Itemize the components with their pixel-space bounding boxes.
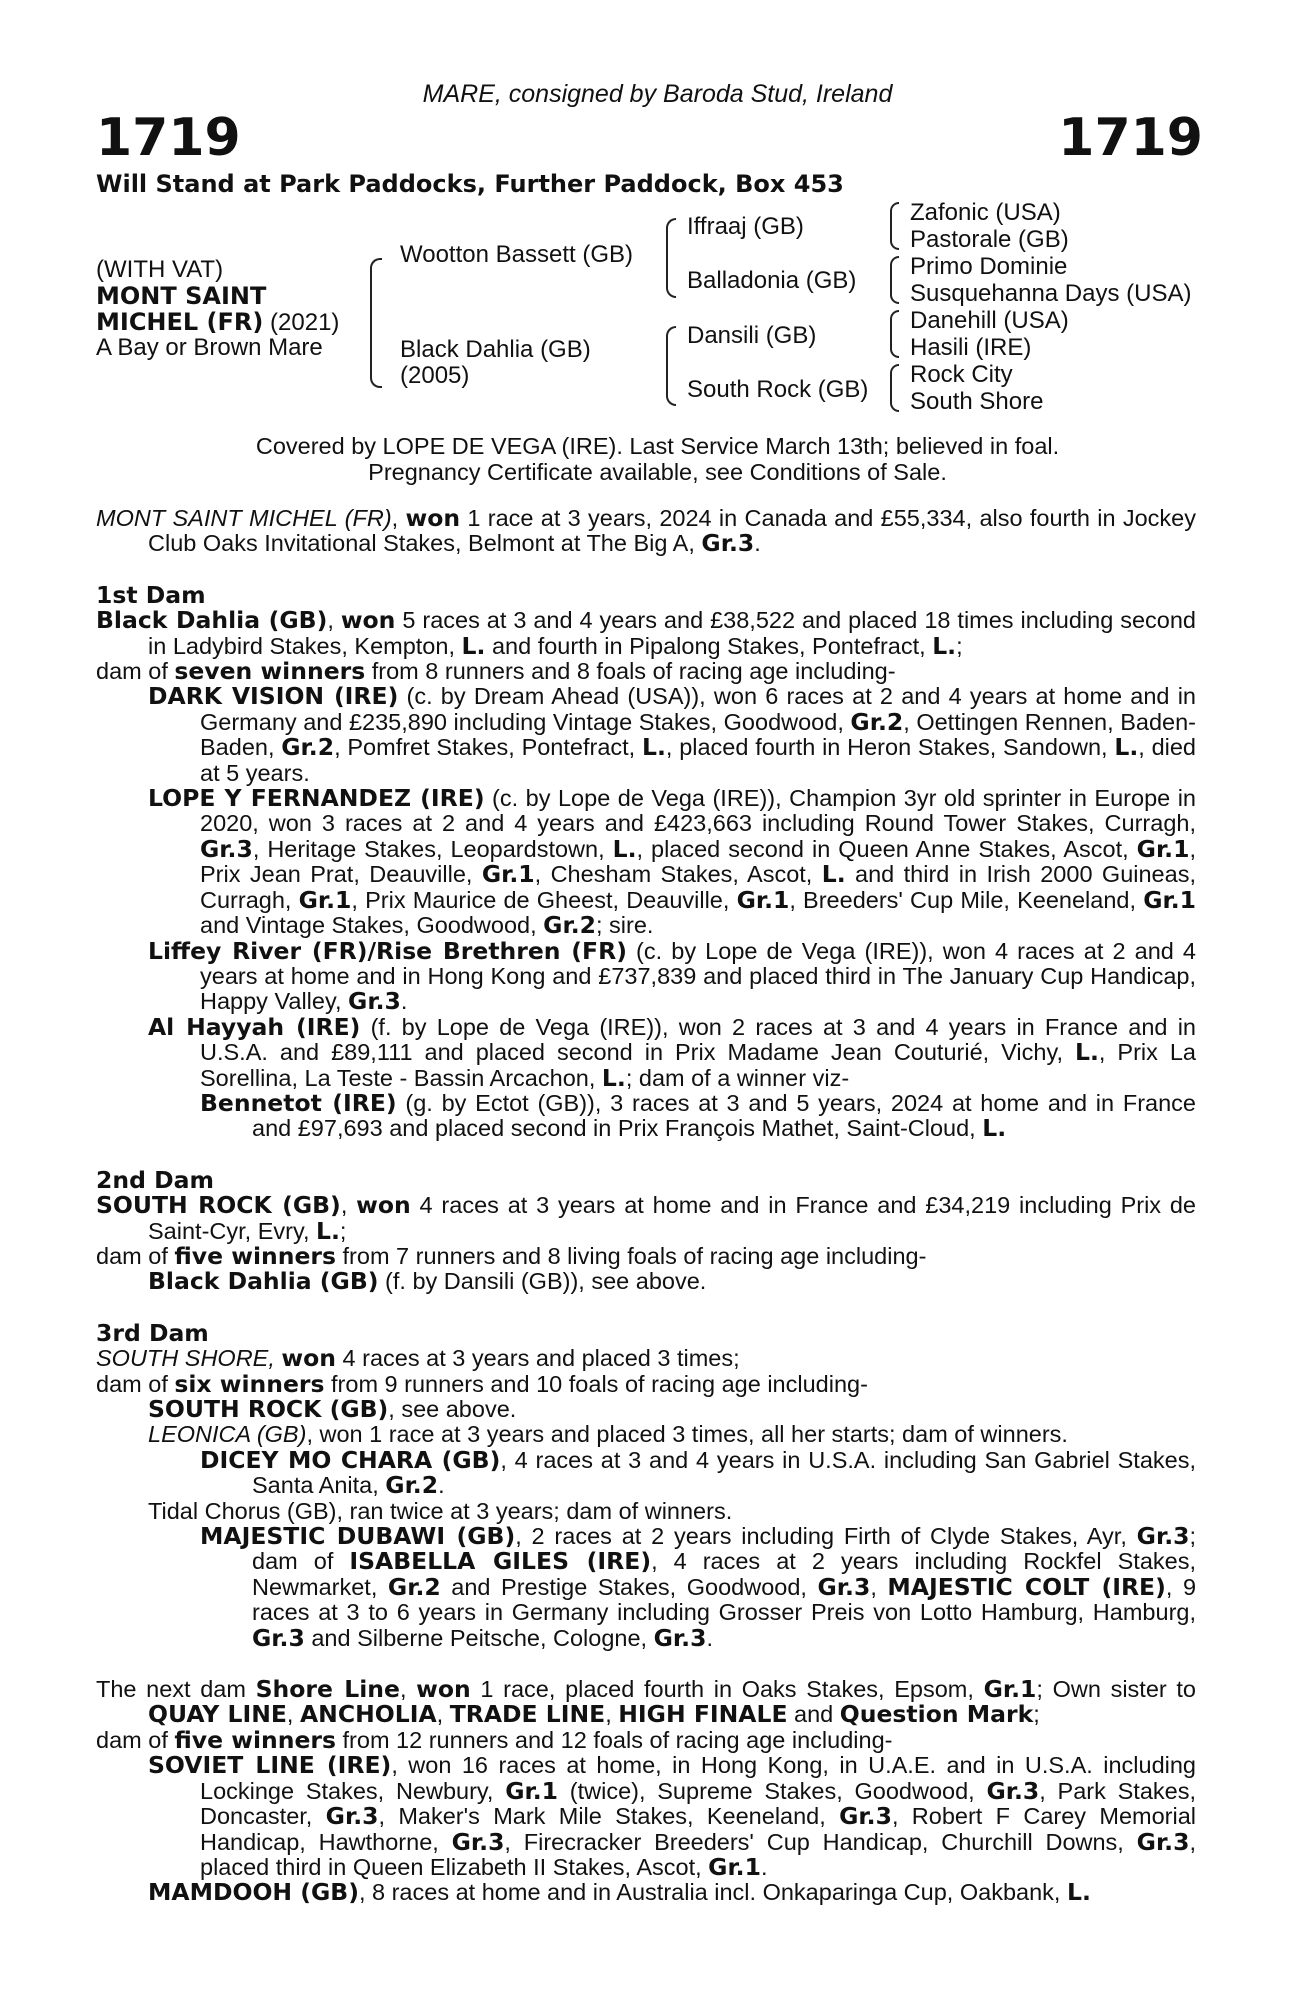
dam3-damof-bold: six winners	[174, 1369, 325, 1398]
dam1-damof-pre: dam of	[96, 658, 175, 685]
nextdam-s4: HIGH FINALE	[618, 1700, 788, 1729]
dam3-damof-pre: dam of	[96, 1370, 175, 1397]
sire-sire: Iffraaj (GB)	[687, 213, 804, 240]
covered-notice	[0, 433, 1315, 485]
dam3-isa-t1: , 4 races at 2 years including Rockfel Stakes, Newmarket,	[252, 1548, 1196, 1600]
soviet-line-entry	[96, 1753, 1196, 1880]
dam3-dicey-t1: , 4 races at 3 and 4 years in U.S.A. including San Gabriel Stakes, Santa Anita,	[252, 1446, 1196, 1499]
dark-t1: (c. by Dream Ahead (USA)), won 6 races at 2 and 4 years at home and in Germany and £235,890 including Vintage Stakes, Goodwood,	[200, 683, 1196, 735]
horse-description: A Bay or Brown Mare	[96, 334, 323, 361]
lope-t7: , Prix Maurice de Gheest, Deauville,	[351, 886, 737, 913]
lope-g3: Gr.1	[481, 860, 535, 889]
dark-t5: , died at 5 years.	[200, 734, 1196, 786]
dam3-maj-name: MAJESTIC DUBAWI (GB)	[200, 1522, 516, 1551]
dam2-end: ;	[339, 1217, 347, 1244]
covered-line1: Covered by LOPE DE VEGA (IRE). Last Service March 13th; believed in foal.	[255, 433, 1060, 459]
dam1-damof-bold: seven winners	[174, 657, 366, 686]
alh-l1: L.	[1074, 1038, 1099, 1067]
dd-brace	[890, 364, 899, 412]
mam-l1: L.	[1066, 1878, 1091, 1907]
dam3-maj-t2: ; dam of	[252, 1523, 1197, 1575]
intro-end: .	[754, 530, 761, 557]
dam-dam-dam: South Shore	[910, 388, 1044, 415]
sov-g5: Gr.3	[451, 1827, 505, 1856]
dam3-isa-name: ISABELLA GILES (IRE)	[349, 1547, 652, 1576]
dam1-end: ;	[956, 632, 963, 659]
pedigree-brace	[370, 258, 382, 388]
lope-g6: Gr.1	[1143, 885, 1196, 914]
sov-g4: Gr.3	[839, 1802, 892, 1831]
mam-name: MAMDOOH (GB)	[148, 1878, 359, 1907]
intro-grade: Gr.3	[701, 529, 755, 558]
nextdam-name: Shore Line	[255, 1675, 400, 1704]
dam3-sr-name: SOUTH ROCK (GB)	[148, 1395, 389, 1423]
mam-t1: , 8 races at home and in Australia incl. Onkaparinga Cup, Oakbank,	[358, 1879, 1067, 1906]
liffey-t2: .	[400, 988, 408, 1015]
nextdam-and: and	[787, 1701, 840, 1728]
horse-year: (2021)	[263, 309, 340, 336]
sov-name: SOVIET LINE (IRE)	[148, 1751, 392, 1780]
lope-t2: , Heritage Stakes, Leopardstown,	[252, 835, 613, 862]
dam1-won: won	[340, 606, 396, 635]
lot-number-right: 1719	[1058, 108, 1203, 168]
ben-t1: (g. by Ectot (GB)), 3 races at 3 and 5 years, 2024 at home and in France and £97,693 and placed second in Prix François Mathet, Saint-Cloud,	[252, 1089, 1196, 1142]
dam-brace	[666, 326, 676, 406]
dam2-damof	[96, 1241, 1196, 1270]
dam2-l1: L.	[316, 1216, 340, 1245]
dam2-black-dahlia	[96, 1269, 1196, 1294]
lope-t3: , placed second in Queen Anne Stakes, Ascot,	[636, 835, 1137, 862]
ds-brace	[890, 310, 899, 358]
dam2-damof-bold: five winners	[174, 1241, 336, 1270]
sov-t6: , Firecracker Breeders' Cup Handicap, Churchill Downs,	[504, 1828, 1137, 1855]
sov-t7: , placed third in Queen Elizabeth II Stakes, Ascot,	[200, 1828, 1196, 1880]
alh-t1: (f. by Lope de Vega (IRE)), won 2 races at 3 and 4 years in France and in U.S.A. and £89,111 and placed second in Prix Madame Jean Couturié, Vichy,	[200, 1013, 1196, 1066]
nextdam-paragraph	[96, 1677, 1196, 1728]
dam1-heading: 1st Dam	[96, 580, 206, 609]
sov-t8: .	[760, 1853, 768, 1880]
dam3-isa-g1: Gr.2	[387, 1572, 441, 1601]
lope-t4: , Prix Jean Prat, Deauville,	[200, 835, 1196, 888]
dam-name: Black Dahlia (GB)	[400, 336, 591, 363]
liffey-name: Liffey River (FR)/Rise Brethren (FR)	[148, 936, 627, 965]
dam2-won: won	[356, 1191, 411, 1220]
nextdam-s3: TRADE LINE	[449, 1700, 606, 1729]
stand-location: Will Stand at Park Paddocks, Further Paddock, Box 453	[96, 170, 844, 198]
lot-number-left: 1719	[96, 108, 241, 168]
dam3-colt-name: MAJESTIC COLT (IRE)	[887, 1572, 1166, 1601]
nextdam-c3: ,	[605, 1701, 619, 1728]
dam3-colt-t3: .	[706, 1624, 713, 1651]
dam3-colt-g1: Gr.3	[252, 1623, 305, 1652]
dam-year: (2005)	[400, 362, 470, 389]
sire-sire-sire: Zafonic (USA)	[910, 199, 1061, 226]
lope-g2: Gr.1	[1136, 834, 1190, 863]
nextdam-damof-post: from 12 runners and 12 foals of racing age including-	[335, 1726, 893, 1753]
dam3-won: won	[281, 1344, 337, 1373]
intro-paragraph: MONT SAINT MICHEL (FR), won 1 race at 3 years, 2024 in Canada and £55,334, also fourth in Jockey Club Oaks Invitational Stakes, Belmont at The Big A, Gr.3.	[96, 504, 1196, 558]
dam3-dicey-t2: .	[438, 1472, 445, 1499]
lope-g4: Gr.1	[298, 885, 352, 914]
dam3-colt-g2: Gr.3	[653, 1623, 707, 1652]
nextdam-s5: Question Mark	[839, 1700, 1034, 1729]
alh-t3: ; dam of a winner viz-	[625, 1064, 850, 1091]
nextdam-c2: ,	[436, 1701, 450, 1728]
sov-t5: , Robert F Carey Memorial Handicap, Hawthorne,	[200, 1803, 1196, 1855]
sire-name: Wootton Bassett (GB)	[400, 241, 633, 268]
nextdam-t1: 1 race, placed fourth in Oaks Stakes, Epsom,	[470, 1676, 984, 1703]
dam3-leo-name: LEONICA (GB)	[148, 1421, 307, 1448]
sire-dam-dam: Susquehanna Days (USA)	[910, 280, 1192, 307]
vat-label: (WITH VAT)	[96, 256, 224, 283]
intro-name: MONT SAINT MICHEL (FR)	[96, 505, 392, 531]
mamdooh-entry	[96, 1880, 1196, 1905]
dam3-maj-g1: Gr.3	[1136, 1522, 1190, 1551]
sov-t1: , won 16 races at home, in Hong Kong, in U.A.E. and in U.S.A. including Lockinge Stakes, Newbury,	[200, 1752, 1196, 1804]
dark-g1: Gr.2	[850, 707, 904, 736]
sov-g2: Gr.3	[986, 1776, 1040, 1805]
horse-name-line2	[96, 308, 339, 337]
liffey-entry	[96, 936, 1197, 1016]
dam3-south-rock	[96, 1397, 1196, 1422]
intro-won: won	[405, 504, 461, 532]
consignment-line: MARE, consigned by Baroda Stud, Ireland	[422, 80, 893, 108]
nextdam-end: ;	[1033, 1701, 1040, 1728]
nextdam-damof-bold: five winners	[174, 1725, 336, 1754]
dam3-isa-t3: ,	[870, 1573, 888, 1600]
ben-name: Bennetot (IRE)	[200, 1088, 397, 1117]
sov-g6: Gr.3	[1136, 1827, 1190, 1856]
sov-t2: (twice), Supreme Stakes, Goodwood,	[558, 1777, 987, 1804]
sire-dam: Balladonia (GB)	[687, 267, 857, 294]
lope-l2: L.	[821, 860, 846, 889]
sov-g3: Gr.3	[325, 1802, 379, 1831]
sire-brace	[666, 218, 676, 298]
dam1-paragraph: Black Dahlia (GB), won 5 races at 3 and 4 years and £38,522 and placed 18 times including second in Ladybird Stakes, Kempton, L. and fourth in Pipalong Stakes, Pontefract, L.;	[96, 606, 1196, 660]
intro-text: 1 race at 3 years, 2024 in Canada and £55,334, also fourth in Jockey Club Oaks Invitational Stakes, Belmont at The Big A,	[148, 505, 1196, 557]
dark-t3: , Pomfret Stakes, Pontefract,	[334, 734, 642, 761]
lope-t6: and third in Irish 2000 Guineas, Curragh,	[200, 861, 1196, 913]
dark-t4: , placed fourth in Heron Stakes, Sandown,	[665, 734, 1115, 761]
dam1-l2: L.	[932, 631, 957, 660]
sov-t4: , Maker's Mark Mile Stakes, Keeneland,	[378, 1803, 840, 1830]
dam3-isa-g2: Gr.3	[817, 1572, 871, 1601]
dam3-maj-t1: , 2 races at 2 years including Firth of Clyde Stakes, Ayr,	[515, 1523, 1137, 1550]
liffey-g1: Gr.3	[348, 987, 401, 1016]
alh-l2: L.	[601, 1063, 626, 1092]
liffey-t1: (c. by Lope de Vega (IRE)), won 4 races at 2 and 4 years at home and in Hong Kong and £737,839 and placed third in The January Cup Handicap, Happy Valley,	[200, 937, 1197, 1015]
al-hayyah-entry	[96, 1012, 1196, 1092]
lope-l1: L.	[612, 834, 637, 863]
dark-t2: , Oettingen Rennen, Baden-Baden,	[200, 708, 1196, 761]
dam3-dicey-g1: Gr.2	[385, 1471, 439, 1500]
sd-brace	[890, 256, 899, 304]
lope-name: LOPE Y FERNANDEZ (IRE)	[148, 784, 485, 813]
dam3-heading: 3rd Dam	[96, 1318, 209, 1347]
dam1-text1: 5 races at 3 and 4 years and £38,522 and placed 18 times including second in Ladybird Stakes, Kempton,	[148, 607, 1196, 659]
dam1-name: Black Dahlia (GB)	[96, 606, 328, 635]
dark-g2: Gr.2	[281, 733, 335, 762]
sov-g7: Gr.1	[708, 1852, 761, 1881]
dam1-damof-post: from 8 runners and 8 foals of racing age including-	[365, 658, 896, 685]
nextdam-g1: Gr.1	[983, 1675, 1037, 1704]
sire-dam-sire: Primo Dominie	[910, 253, 1068, 280]
lope-t9: and Vintage Stakes, Goodwood,	[200, 912, 544, 939]
dam-sire-sire: Danehill (USA)	[910, 307, 1069, 334]
dam3-dicey	[96, 1445, 1196, 1500]
dam3-colt-t1: , 9 races at 3 to 6 years in Germany including Grosser Preis von Lotto Hamburg, Hamburg,	[252, 1573, 1197, 1626]
horse-name-part2: MICHEL (FR)	[96, 308, 264, 336]
dam3-damof-post: from 9 runners and 10 foals of racing age including-	[324, 1370, 868, 1397]
nextdam-s2: ANCHOLIA	[299, 1700, 437, 1729]
dam3-sr-t1: , see above.	[388, 1396, 517, 1422]
dark-l2: L.	[1114, 733, 1139, 762]
dam2-text1: 4 races at 3 years at home and in France and £34,219 including Prix de Saint-Cyr, Evry,	[148, 1192, 1197, 1244]
nextdam-c1: ,	[286, 1701, 300, 1728]
nextdam-damof	[96, 1725, 1196, 1754]
sov-t3: , Park Stakes, Doncaster,	[200, 1777, 1196, 1830]
nextdam-s1: QUAY LINE	[148, 1700, 287, 1729]
dam2-bd-name: Black Dahlia (GB)	[148, 1267, 379, 1296]
lope-t1: (c. by Lope de Vega (IRE)), Champion 3yr old sprinter in Europe in 2020, won 3 races at 2 and 4 years and £423,663 including Round Tower Stakes, Curragh,	[200, 785, 1196, 837]
lope-t5: , Chesham Stakes, Ascot,	[534, 861, 822, 888]
dark-vision-entry	[96, 684, 1196, 786]
dam3-colt-t2: and Silberne Peitsche, Cologne,	[304, 1624, 654, 1651]
covered-line2: Pregnancy Certificate available, see Conditions of Sale.	[368, 459, 947, 485]
dam3-isa-t2: and Prestige Stakes, Goodwood,	[440, 1573, 818, 1600]
alh-t2: , Prix La Sorellina, La Teste - Bassin Arcachon,	[200, 1039, 1196, 1091]
lope-t8: , Breeders' Cup Mile, Keeneland,	[789, 886, 1144, 913]
dam-sire-dam: Hasili (IRE)	[910, 334, 1032, 361]
dam-sire: Dansili (GB)	[687, 322, 817, 349]
dam3-paragraph	[96, 1346, 1196, 1371]
horse-name-line1: MONT SAINT	[96, 282, 267, 310]
sov-g1: Gr.1	[505, 1776, 559, 1805]
lope-g1: Gr.3	[200, 834, 253, 863]
lope-g5: Gr.1	[736, 885, 790, 914]
nextdam-comma: ,	[399, 1676, 417, 1703]
dam-dam-sire: Rock City	[910, 361, 1013, 388]
dam3-tidal: Tidal Chorus (GB), ran twice at 3 years; dam of winners.	[148, 1497, 733, 1524]
dam2-bd-t1: (f. by Dansili (GB)), see above.	[378, 1268, 707, 1295]
dam1-damof	[96, 659, 1196, 684]
dam3-text1: 4 races at 3 years and placed 3 times;	[336, 1345, 740, 1372]
alh-name: Al Hayyah (IRE)	[148, 1012, 361, 1041]
nextdam-damof-pre: dam of	[96, 1726, 175, 1753]
lope-g7: Gr.2	[543, 911, 596, 940]
dam2-name: SOUTH ROCK (GB)	[96, 1191, 341, 1220]
bennetot-entry	[96, 1088, 1196, 1143]
dam3-leo-t1: , won 1 race at 3 years and placed 3 times, all her starts; dam of winners.	[306, 1421, 1068, 1448]
nextdam-t2: ; Own sister to	[1036, 1676, 1196, 1703]
dam3-dicey-name: DICEY MO CHARA (GB)	[200, 1445, 501, 1474]
dam2-paragraph: SOUTH ROCK (GB), won 4 races at 3 years at home and in France and £34,219 including Prix de Saint-Cyr, Evry, L.;	[96, 1191, 1197, 1245]
nextdam-won: won	[416, 1675, 471, 1704]
dark-vision-name: DARK VISION (IRE)	[148, 682, 399, 711]
dam3-majestic	[96, 1524, 1196, 1651]
sire-sire-dam: Pastorale (GB)	[910, 226, 1069, 253]
lope-t10: ; sire.	[595, 912, 654, 939]
catalogue-body	[96, 506, 1196, 1906]
dam3-name: SOUTH SHORE,	[96, 1345, 275, 1372]
dam3-damof	[96, 1369, 1196, 1398]
lope-entry	[96, 786, 1196, 938]
ss-brace	[890, 202, 899, 250]
dam2-heading: 2nd Dam	[96, 1165, 214, 1194]
dam1-text2: and fourth in Pipalong Stakes, Pontefract,	[485, 632, 933, 659]
ben-l1: L.	[982, 1114, 1007, 1143]
dam3-leonica	[96, 1422, 1196, 1447]
nextdam-pre: The next dam	[96, 1676, 256, 1703]
dam-dam: South Rock (GB)	[687, 376, 869, 403]
dam2-damof-post: from 7 runners and 8 living foals of racing age including-	[335, 1242, 927, 1269]
dam1-l1: L.	[461, 631, 486, 660]
dam2-damof-pre: dam of	[96, 1242, 175, 1269]
dark-l1: L.	[641, 733, 666, 762]
